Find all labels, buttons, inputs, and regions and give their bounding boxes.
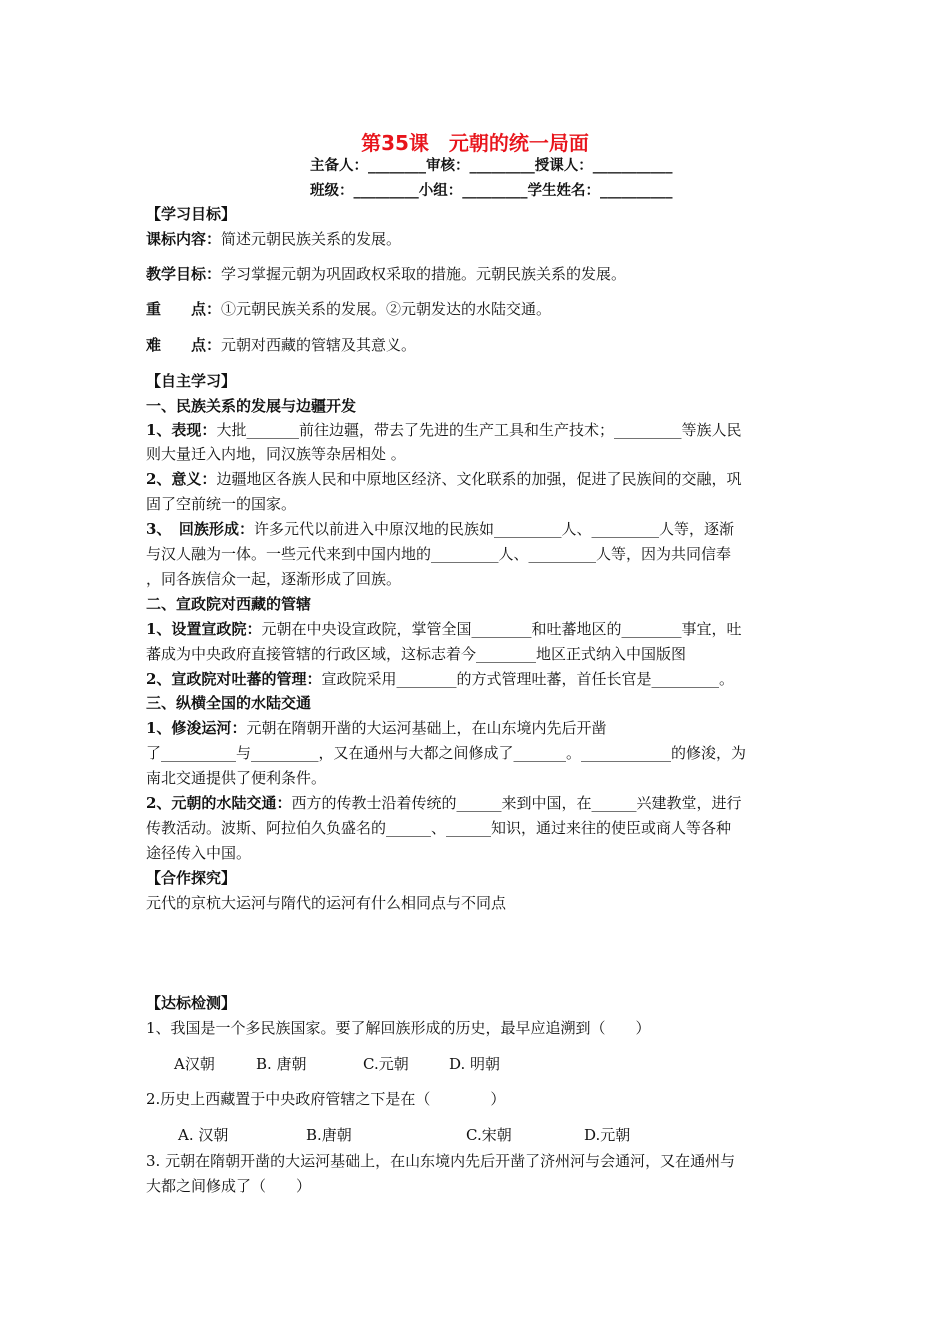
test-q1-option-d: D. 明朝 [449, 1055, 501, 1073]
s1-item3-line2: 与汉人融为一体。一些元代来到中国内地的_________人、_________人等，因为共同信奉 [146, 545, 732, 563]
goal-key-label: 重 点： [146, 300, 222, 318]
s1-item2-line1 [146, 469, 741, 489]
s1-item1-line2: 则大量迁入内地，同汉族等杂居相处 。 [146, 445, 406, 463]
s2-item1-line1 [146, 619, 741, 639]
s3-item2-line3: 途径传入中国。 [146, 844, 252, 862]
s1-item1-label: 1、表现： [146, 421, 217, 439]
s1-item1-line1 [146, 420, 741, 440]
goal-teaching [146, 264, 626, 284]
s3-item2-line1 [146, 793, 741, 813]
explore-question: 元代的京杭大运河与隋代的运河有什么相同点与不同点 [146, 894, 507, 912]
goal-difficult [146, 335, 416, 355]
goal-key-text: ①元朝民族关系的发展。②元朝发达的水陆交通。 [221, 300, 552, 318]
goal-standard-label: 课标内容： [146, 230, 222, 248]
s1-item3-label: 3、 回族形成： [146, 520, 254, 538]
test-q1-option-a: A汉朝 [174, 1055, 215, 1073]
test-q1-option-c: C.元朝 [363, 1055, 409, 1073]
s3-item1-line3: 南北交通提供了便利条件。 [146, 769, 327, 787]
s1-item1-text: 大批_______前往边疆，带去了先进的生产工具和生产技术；_________等族人民 [216, 421, 742, 439]
s2-item1-text: 元朝在中央设宣政院，掌管全国________和吐蕃地区的________事宜，吐 [261, 620, 742, 638]
self-study-heading: 【自主学习】 [146, 372, 237, 390]
goal-key [146, 299, 551, 319]
s3-item1-line1 [146, 718, 606, 738]
s1-item2-text: 边疆地区各族人民和中原地区经济、文化联系的加强，促进了民族间的交融，巩 [216, 470, 742, 488]
s2-item2-text: 宣政院采用________的方式管理吐蕃，首任长官是_________。 [321, 670, 734, 688]
test-q2-option-d: D.元朝 [584, 1126, 631, 1144]
s1-item3-line1 [146, 519, 734, 539]
test-q1-option-b: B. 唐朝 [256, 1055, 307, 1073]
s2-item1-line2: 蕃成为中央政府直接管辖的行政区域，这标志着今________地区正式纳入中国版图 [146, 645, 687, 663]
s3-item2-line2: 传教活动。波斯、阿拉伯久负盛名的______、______知识，通过来往的使臣或商人等各种 [146, 819, 732, 837]
goal-difficult-label: 难 点： [146, 336, 222, 354]
s3-item1-text: 元朝在隋朝开凿的大运河基础上，在山东境内先后开凿 [246, 719, 607, 737]
test-q1: 1、我国是一个多民族国家。要了解回族形成的历史，最早应追溯到（ ） [146, 1019, 651, 1037]
s1-item3-text: 许多元代以前进入中原汉地的民族如_________人、_________人等，逐渐 [253, 520, 734, 538]
s3-item1-line2: 了__________与_________，又在通州与大都之间修成了_______。____________的修浚，为 [146, 744, 747, 762]
test-q3-line1: 3. 元朝在隋朝开凿的大运河基础上，在山东境内先后开凿了济州河与会通河，又在通州与 [146, 1152, 736, 1170]
goal-teaching-text: 学习掌握元朝为巩固政权采取的措施。元朝民族关系的发展。 [221, 265, 627, 283]
s1-item2-label: 2、意义： [146, 470, 217, 488]
test-q2: 2.历史上西藏置于中央政府管辖之下是在（ ） [146, 1090, 506, 1108]
test-q3-line2: 大都之间修成了（ ） [146, 1177, 312, 1195]
test-q2-option-a: A. 汉朝 [178, 1126, 229, 1144]
s2-item2-label: 2、宣政院对吐蕃的管理： [146, 670, 322, 688]
s2-item2-line1 [146, 669, 734, 689]
meta-line-class: 班级：_________小组：_________学生姓名：__________ [310, 183, 673, 199]
test-heading: 【达标检测】 [146, 994, 237, 1012]
s3-item1-label: 1、修浚运河： [146, 719, 247, 737]
goal-standard-text: 简述元朝民族关系的发展。 [221, 230, 402, 248]
s3-item2-text: 西方的传教士沿着传统的______来到中国，在______兴建教堂，进行 [291, 794, 742, 812]
s1-item2-line2: 固了空前统一的国家。 [146, 495, 297, 513]
section-2-heading: 二、宣政院对西藏的管辖 [146, 595, 312, 613]
goal-difficult-text: 元朝对西藏的管辖及其意义。 [221, 336, 417, 354]
page-title: 第35课 元朝的统一局面 [361, 131, 589, 155]
explore-heading: 【合作探究】 [146, 869, 237, 887]
test-q2-option-b: B.唐朝 [306, 1126, 352, 1144]
section-3-heading: 三、纵横全国的水陆交通 [146, 694, 312, 712]
section-1-heading: 一、民族关系的发展与边疆开发 [146, 397, 357, 415]
s1-item3-line3: ，同各族信众一起，逐渐形成了回族。 [146, 570, 402, 588]
goals-heading: 【学习目标】 [146, 205, 237, 223]
s2-item1-label: 1、设置宣政院： [146, 620, 262, 638]
test-q2-option-c: C.宋朝 [466, 1126, 512, 1144]
s3-item2-label: 2、元朝的水陆交通： [146, 794, 292, 812]
goal-standard [146, 229, 401, 249]
goal-teaching-label: 教学目标： [146, 265, 222, 283]
meta-line-preparers: 主备人：________审核：_________授课人：___________ [310, 158, 673, 174]
